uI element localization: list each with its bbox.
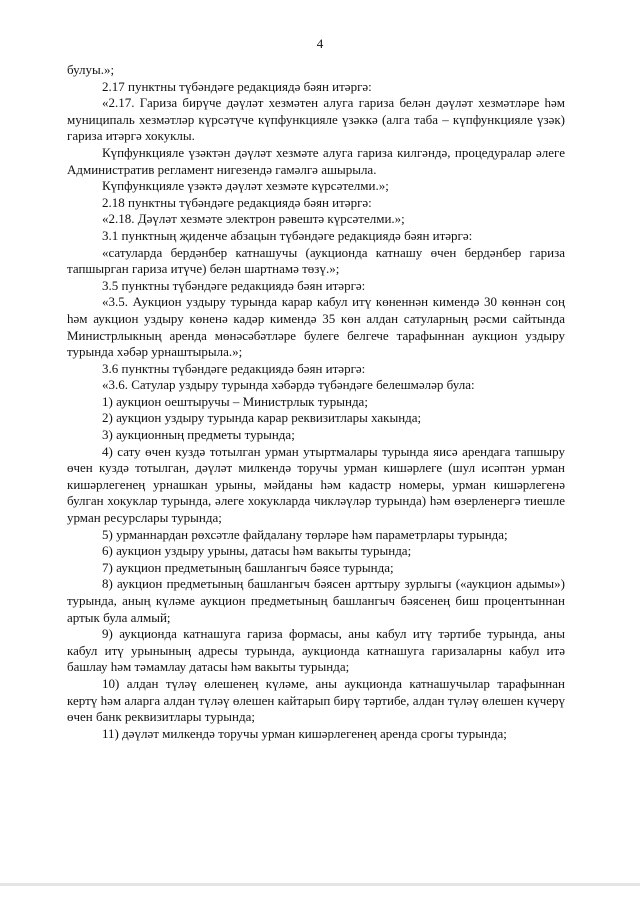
paragraph: 3.1 пунктның җиденче абзацын түбәндәге редакциядә бәян итәргә: (102, 227, 473, 243)
paragraph: 10) алдан түләү өлешенең күләме, аны аукционда катнашучылар тарафыннан кертү һәм аларга алдан түләү өлешен кайтарып бирү тәртибе, алдан түләү өлешен күчерү өчен банк реквизитлары турында; (67, 675, 565, 725)
paragraph: «3.6. Сатулар уздыру турында хәбәрдә түбәндәге белешмәләр була: (102, 377, 475, 393)
paragraph: Күпфункцияле үзәктә дәүләт хезмәте күрсәтелми.»; (102, 178, 389, 194)
paragraph: 2.17 пунктны түбәндәге редакциядә бәян итәргә: (102, 78, 372, 94)
document-body (67, 62, 565, 742)
paragraph: 9) аукционда катнашуга гариза формасы, аны кабул итү тәртибе турында, аны кабул итү урынының адресы турында, аукционда катнашуга гаризаларны кабул итә башлау һәм тәмамлау датасы һәм вакыты турында; (67, 626, 565, 675)
paragraph: 5) урманнардан рөхсәтле файдалану төрләре һәм параметрлары турында; (102, 526, 508, 542)
paragraph: «3.5. Аукцион уздыру турында карар кабул итү көненнән кимендә 30 көннән соң һәм аукцион уздыру көненә кадәр кимендә 35 көн алдан сатуларның рәсми сайтында Министрлыкның аренда мөнәсәбәтләре булеге белгече тарафыннан аукцион уздыру турында хәбәр урнаштырыла.»; (67, 294, 565, 360)
paragraph: 8) аукцион предметының башлангыч бәясен арттыру зурлыгы («аукцион адымы») турында, аның күләме аукцион предметының башлангыч бәясенең биш процентыннан артык була алмый; (67, 576, 565, 625)
paragraph: булуы.»; (67, 62, 115, 77)
paragraph: «2.17. Гариза бирүче дәүләт хезмәтен алуга гариза белән дәүләт хезмәтләре һәм муниципаль хезмәтләр күрсәтүче күпфункцияле үзәккә (алга таба – күпфункцияле үзәк) гариза итәргә хокуклы. (67, 95, 565, 144)
paragraph: 11) дәүләт милкендә торучы урман кишәрлегенең аренда срогы турында; (102, 725, 507, 741)
paragraph: 3) аукционның предметы турында; (102, 427, 295, 443)
paragraph: «2.18. Дәүләт хезмәте электрон рәвештә күрсәтелми.»; (102, 211, 405, 227)
paragraph: 6) аукцион уздыру урыны, датасы һәм вакыты турында; (102, 543, 412, 559)
paragraph: 2) аукцион уздыру турында карар реквизитлары хакында; (102, 410, 422, 426)
page-number: 4 (316, 36, 324, 51)
paragraph: 1) аукцион оештыручы – Министрлык турында; (102, 393, 368, 409)
paragraph: «сатуларда бердәнбер катнашучы (аукционда катнашу өчен бердәнбер гариза тапшырган гариза итүче) белән шартнамә төзү.»; (67, 244, 565, 277)
paragraph: 3.5 пунктны түбәндәге редакциядә бәян итәргә: (102, 277, 366, 293)
paragraph: Күпфункцияле үзәктән дәүләт хезмәте алуга гариза килгәндә, процедуралар әлеге Административ регламент нигезендә гамәлгә ашырыла. (67, 144, 565, 177)
paragraph: 2.18 пунктны түбәндәге редакциядә бәян итәргә: (102, 194, 372, 210)
paragraph: 3.6 пунктны түбәндәге редакциядә бәян итәргә: (102, 360, 366, 376)
paragraph: 4) сату өчен куздә тотылган урман утыртмалары турында яисә арендага тапшыру өчен куздә тотылган, дәүләт милкендә торучы урман кишәрлеге (шул исәптән урман кишәрлегенең урнашкан урыны, мәйданы һәм кадастр номеры, урман кишәрлегенә булган хокуклар турында, әлеге хокукларда чикләүләр турында) һәм өзерленергә тиешле урман ресурслары турында; (67, 443, 565, 526)
scan-edge (0, 883, 640, 886)
paragraph: 7) аукцион предметының башлангыч бәясе турында; (102, 559, 394, 575)
